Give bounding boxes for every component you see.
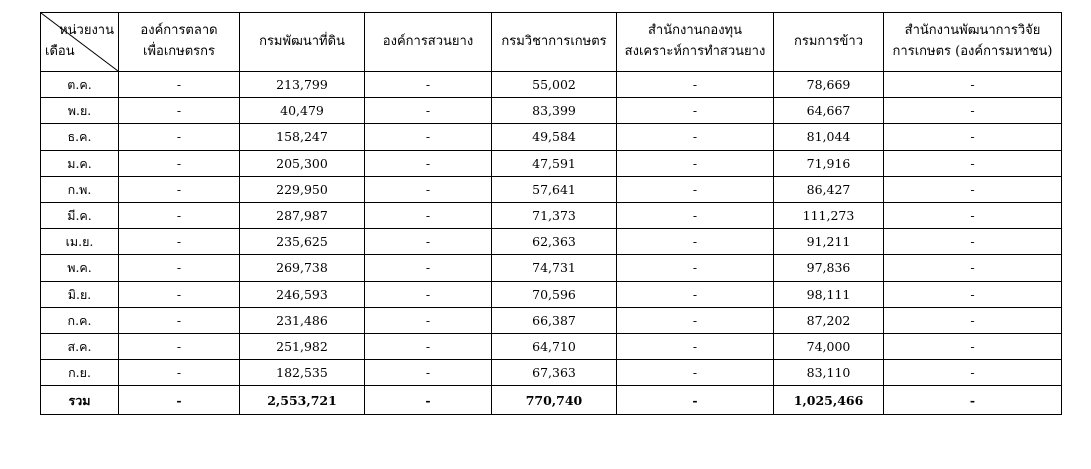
value-cell: 74,000: [774, 333, 884, 359]
table-row: [41, 124, 1062, 150]
total-row: [41, 386, 1062, 415]
value-cell: 182,535: [240, 360, 365, 386]
month-cell: ต.ค.: [41, 72, 119, 98]
total-value-cell: -: [119, 386, 240, 415]
column-header-line: การเกษตร (องค์การมหาชน): [892, 44, 1053, 59]
table-row: [41, 176, 1062, 202]
value-cell: -: [617, 150, 774, 176]
value-cell: -: [365, 360, 492, 386]
value-cell: -: [119, 98, 240, 124]
value-cell: -: [119, 229, 240, 255]
column-header-rice-dept: [774, 13, 884, 72]
value-cell: -: [119, 202, 240, 228]
value-cell: -: [365, 255, 492, 281]
value-cell: -: [617, 98, 774, 124]
value-cell: 231,486: [240, 307, 365, 333]
value-cell: 98,111: [774, 281, 884, 307]
total-label-cell: รวม: [41, 386, 119, 415]
table-row: [41, 255, 1062, 281]
table-row: [41, 307, 1062, 333]
value-cell: -: [617, 229, 774, 255]
value-cell: -: [617, 255, 774, 281]
value-cell: -: [365, 150, 492, 176]
value-cell: 74,731: [492, 255, 617, 281]
value-cell: 40,479: [240, 98, 365, 124]
total-value-cell: -: [617, 386, 774, 415]
column-header-land-development: [240, 13, 365, 72]
total-value-cell: -: [884, 386, 1062, 415]
value-cell: 287,987: [240, 202, 365, 228]
value-cell: -: [617, 307, 774, 333]
month-cell: มิ.ย.: [41, 281, 119, 307]
month-cell: ส.ค.: [41, 333, 119, 359]
value-cell: -: [119, 124, 240, 150]
value-cell: -: [365, 229, 492, 255]
total-value-cell: -: [365, 386, 492, 415]
value-cell: -: [119, 281, 240, 307]
value-cell: 246,593: [240, 281, 365, 307]
value-cell: -: [884, 124, 1062, 150]
value-cell: 71,916: [774, 150, 884, 176]
header-row: [41, 13, 1062, 72]
value-cell: 64,710: [492, 333, 617, 359]
value-cell: 57,641: [492, 176, 617, 202]
value-cell: -: [884, 202, 1062, 228]
value-cell: -: [884, 307, 1062, 333]
table-row: [41, 229, 1062, 255]
column-header-line: กรมวิชาการเกษตร: [501, 33, 607, 49]
value-cell: -: [884, 72, 1062, 98]
budget-table: [40, 12, 1062, 415]
month-cell: ก.ย.: [41, 360, 119, 386]
value-cell: -: [119, 72, 240, 98]
column-header-line: องค์การสวนยาง: [382, 33, 474, 49]
value-cell: 62,363: [492, 229, 617, 255]
month-cell: ก.พ.: [41, 176, 119, 202]
total-value-cell: 2,553,721: [240, 386, 365, 415]
value-cell: -: [365, 281, 492, 307]
value-cell: 66,387: [492, 307, 617, 333]
table-row: [41, 360, 1062, 386]
value-cell: -: [365, 124, 492, 150]
value-cell: 49,584: [492, 124, 617, 150]
value-cell: -: [884, 150, 1062, 176]
value-cell: -: [884, 333, 1062, 359]
value-cell: 83,110: [774, 360, 884, 386]
value-cell: -: [365, 333, 492, 359]
value-cell: -: [365, 202, 492, 228]
value-cell: 91,211: [774, 229, 884, 255]
value-cell: -: [617, 360, 774, 386]
column-header-market-org: [119, 13, 240, 72]
value-cell: -: [617, 333, 774, 359]
value-cell: -: [617, 124, 774, 150]
value-cell: -: [119, 150, 240, 176]
value-cell: -: [119, 333, 240, 359]
value-cell: -: [884, 360, 1062, 386]
table-row: [41, 202, 1062, 228]
column-header-line: กรมพัฒนาที่ดิน: [259, 33, 345, 49]
table-row: [41, 72, 1062, 98]
value-cell: 158,247: [240, 124, 365, 150]
column-header-research-agency: [884, 13, 1062, 72]
value-cell: 78,669: [774, 72, 884, 98]
total-value-cell: 770,740: [492, 386, 617, 415]
value-cell: 213,799: [240, 72, 365, 98]
value-cell: 251,982: [240, 333, 365, 359]
value-cell: 83,399: [492, 98, 617, 124]
value-cell: 205,300: [240, 150, 365, 176]
column-header-line: เพื่อเกษตรกร: [143, 44, 215, 59]
month-cell: มี.ค.: [41, 202, 119, 228]
value-cell: -: [365, 176, 492, 202]
corner-month-label: เดือน: [45, 44, 75, 60]
value-cell: -: [365, 98, 492, 124]
table-body: [41, 72, 1062, 415]
value-cell: 229,950: [240, 176, 365, 202]
value-cell: 81,044: [774, 124, 884, 150]
value-cell: -: [884, 281, 1062, 307]
value-cell: 111,273: [774, 202, 884, 228]
column-header-rubber-fund: [617, 13, 774, 72]
value-cell: 269,738: [240, 255, 365, 281]
value-cell: -: [617, 202, 774, 228]
total-value-cell: 1,025,466: [774, 386, 884, 415]
value-cell: -: [365, 72, 492, 98]
column-header-line: องค์การตลาด: [140, 23, 218, 39]
month-cell: ก.ค.: [41, 307, 119, 333]
month-cell: พ.ค.: [41, 255, 119, 281]
value-cell: -: [119, 255, 240, 281]
month-cell: ธ.ค.: [41, 124, 119, 150]
table-row: [41, 150, 1062, 176]
value-cell: 55,002: [492, 72, 617, 98]
value-cell: -: [884, 98, 1062, 124]
value-cell: 47,591: [492, 150, 617, 176]
value-cell: -: [119, 176, 240, 202]
month-cell: พ.ย.: [41, 98, 119, 124]
value-cell: -: [884, 255, 1062, 281]
value-cell: -: [119, 307, 240, 333]
month-cell: ม.ค.: [41, 150, 119, 176]
value-cell: 67,363: [492, 360, 617, 386]
value-cell: -: [884, 176, 1062, 202]
value-cell: 87,202: [774, 307, 884, 333]
value-cell: 70,596: [492, 281, 617, 307]
value-cell: 64,667: [774, 98, 884, 124]
value-cell: 235,625: [240, 229, 365, 255]
table-row: [41, 281, 1062, 307]
column-header-line: สงเคราะห์การทำสวนยาง: [624, 44, 766, 59]
value-cell: 97,836: [774, 255, 884, 281]
table-row: [41, 333, 1062, 359]
value-cell: 71,373: [492, 202, 617, 228]
month-cell: เม.ย.: [41, 229, 119, 255]
column-header-agriculture-dept: [492, 13, 617, 72]
value-cell: -: [119, 360, 240, 386]
column-header-line: สำนักงานกองทุน: [647, 23, 742, 39]
value-cell: -: [617, 72, 774, 98]
corner-agency-label: หน่วยงาน: [59, 23, 114, 38]
column-header-line: สำนักงานพัฒนาการวิจัย: [904, 23, 1041, 39]
value-cell: -: [884, 229, 1062, 255]
value-cell: -: [617, 281, 774, 307]
table-row: [41, 98, 1062, 124]
corner-header-cell: [41, 13, 119, 72]
value-cell: -: [617, 176, 774, 202]
column-header-line: กรมการข้าว: [793, 33, 864, 49]
value-cell: -: [365, 307, 492, 333]
value-cell: 86,427: [774, 176, 884, 202]
column-header-rubber-org: [365, 13, 492, 72]
